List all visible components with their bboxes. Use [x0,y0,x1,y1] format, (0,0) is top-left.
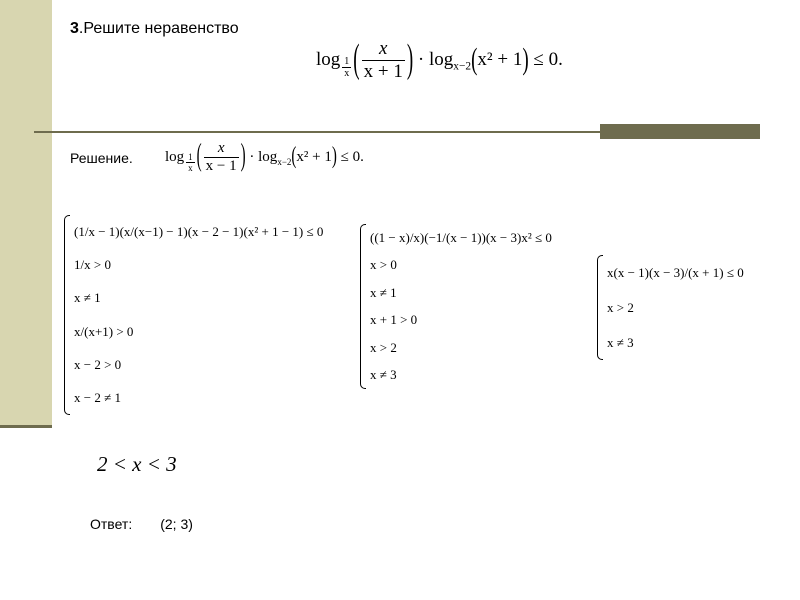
system-brace [597,255,603,360]
system-2-line: x ≠ 3 [370,367,397,383]
solution-formula: log $_{\frac{1}{x}}$ ( $\frac{x}{x - 1}$ ) · $\log_{x-2}(x^2 + 1) \le 0$. [165,139,364,174]
system-2-line: x > 0 [370,257,397,273]
divider-bar [600,124,760,139]
system-1-line: x − 2 > 0 [74,356,122,372]
divider-line [34,131,600,133]
system-1-line: (1/x − 1)(x/(x−1) − 1)(x − 2 − 1)(x² + 1 − 1) ≤ 0 [74,223,324,239]
system-2-line: x ≠ 1 [370,284,397,300]
sidebar-decoration [0,0,52,425]
answer-label: Ответ: [90,516,133,532]
answer-value: (2; 3) [160,516,193,532]
task-title [70,20,239,38]
system-2-line: ((1 − x)/x)(−1/(x − 1))(x − 3)x² ≤ 0 [370,229,552,245]
system-1-line: 1/x > 0 [74,256,111,272]
system-3-line: x ≠ 3 [607,334,634,350]
sidebar-bottom-line [0,425,52,428]
system-1-line: x/(x+1) > 0 [74,323,134,339]
system-2-line: x > 2 [370,339,397,355]
system-2 [360,224,552,389]
system-1-line: x − 2 ≠ 1 [74,390,121,406]
system-brace [64,215,70,415]
system-3 [597,255,744,360]
system-3-line: x(x − 1)(x − 3)/(x + 1) ≤ 0 [607,264,744,280]
system-brace [360,224,366,389]
answer [90,516,193,532]
system-3-line: x > 2 [607,299,634,315]
solution-label: Решение. [70,150,133,166]
task-number: 3 [70,20,79,37]
system-1 [64,215,323,415]
main-formula: log $_{\frac{1}{x}}$ ( $\frac{x}{x + 1}$ ) · $\log_{x-2}(x^2 + 1) \le 0$. [316,37,563,82]
system-2-line: x + 1 > 0 [370,312,418,328]
task-text: .Решите неравенство [78,20,239,37]
system-1-line: x ≠ 1 [74,290,101,306]
result-inequality: 2 < x < 3 [97,452,177,476]
